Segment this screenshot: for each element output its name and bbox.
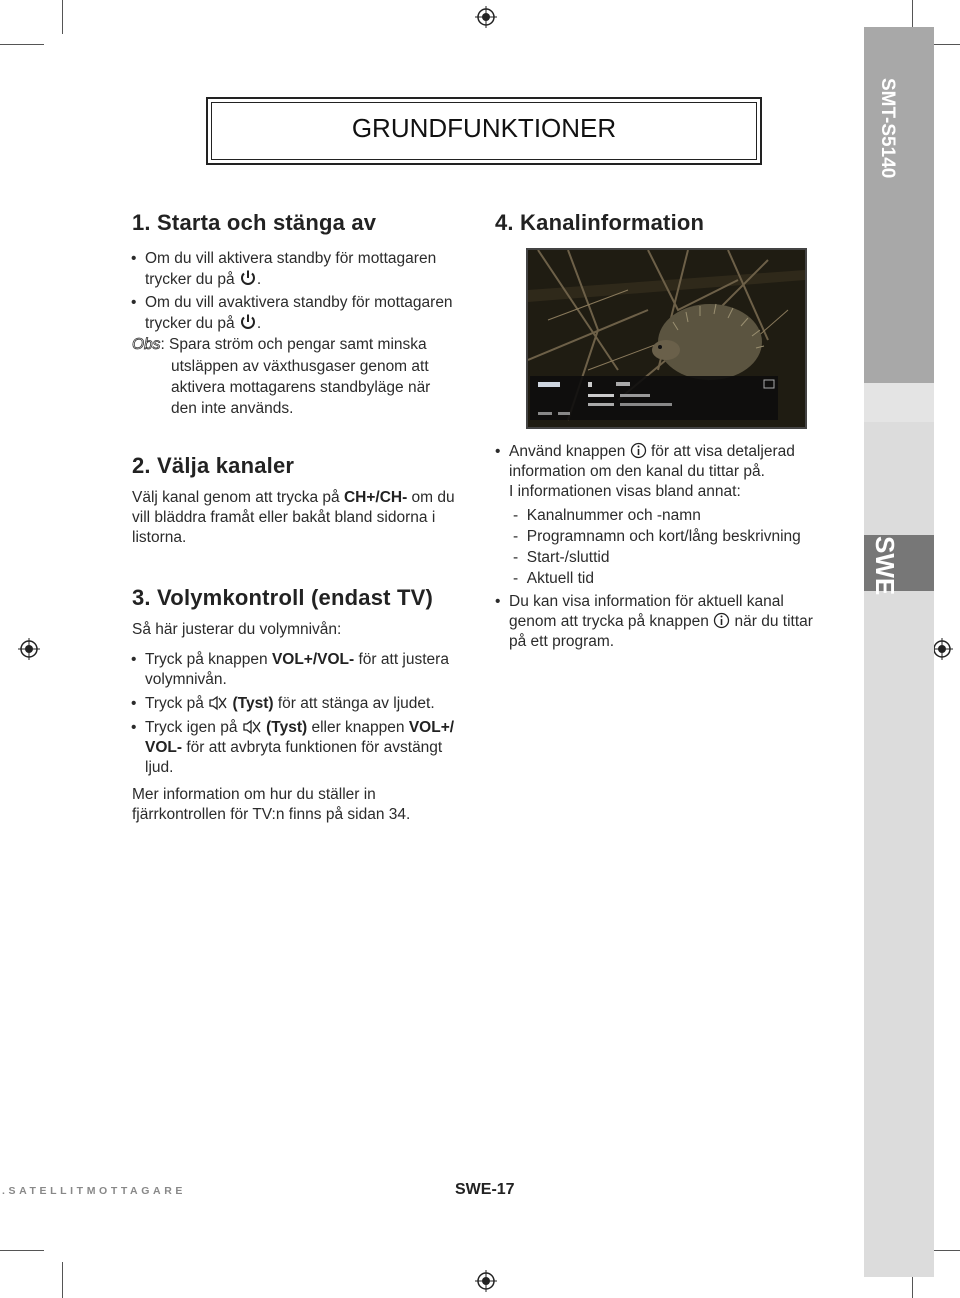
registration-mark-icon bbox=[18, 638, 40, 660]
section-heading: 4. Kanalinformation bbox=[495, 210, 705, 235]
page-number: SWE-17 bbox=[455, 1181, 515, 1198]
title-box bbox=[206, 97, 762, 165]
paragraph: Mer information om hur du ställer in fjärrkontrollen för TV:n finns på sidan 34. bbox=[132, 786, 411, 823]
note: Obs: Spara ström och pengar samt minska bbox=[132, 336, 427, 353]
list-item: - Programnamn och kort/lång beskrivning bbox=[513, 528, 801, 545]
power-icon bbox=[239, 313, 257, 331]
page-title: GRUNDFUNKTIONER bbox=[351, 113, 617, 143]
crop-mark bbox=[62, 1262, 63, 1298]
side-model-box bbox=[864, 27, 934, 383]
paragraph: Välj kanal genom att trycka på CH+/CH- om du vill bläddra framåt eller bakåt bland sidorna i listorna. bbox=[132, 489, 455, 546]
list-item: - Kanalnummer och -namn bbox=[513, 507, 701, 524]
registration-mark-icon bbox=[931, 638, 953, 660]
footer-brand: .SATELLITMOTTAGARE bbox=[2, 1185, 186, 1197]
list-item: - Start-/sluttid bbox=[513, 549, 610, 566]
info-icon bbox=[713, 612, 730, 629]
channel-info-screenshot bbox=[528, 250, 805, 427]
paragraph: Så här justerar du volymnivån: bbox=[132, 621, 342, 638]
power-icon bbox=[239, 269, 257, 287]
section-heading: 3. Volymkontroll (endast TV) bbox=[132, 585, 434, 610]
list-item: • Tryck på (Tyst) för att stänga av ljudet. bbox=[131, 695, 435, 712]
section-heading: 1. Starta och stänga av bbox=[132, 210, 377, 235]
crop-mark bbox=[0, 44, 44, 45]
registration-mark-icon bbox=[475, 6, 497, 28]
note-label: Obs bbox=[132, 336, 161, 353]
language-label: SWE bbox=[870, 536, 900, 596]
info-icon bbox=[630, 442, 647, 459]
mute-icon bbox=[242, 719, 262, 735]
mute-icon bbox=[208, 695, 228, 711]
list-item: • Tryck igen på (Tyst) eller knappen VOL+/ VOL- för att avbryta funktionen för avstängt ljud. bbox=[131, 719, 455, 776]
registration-mark-icon bbox=[475, 1270, 497, 1292]
list-item: • Om du vill avaktivera standby för mottagaren trycker du på . bbox=[131, 294, 453, 332]
model-label: SMT-S5140 bbox=[877, 78, 898, 179]
list-item: • Tryck på knappen VOL+/VOL- för att justera volymnivån. bbox=[131, 651, 449, 688]
list-item: • Om du vill aktivera standby för mottagaren trycker du på . bbox=[131, 250, 437, 288]
note-text: utsläppen av växthusgaser genom att aktivera mottagarens standbyläge när den inte används. bbox=[171, 358, 431, 417]
section-heading: 2. Välja kanaler bbox=[132, 453, 295, 478]
list-item: • Du kan visa information för aktuell kanal genom att trycka på knappen när du tittar på ett program. bbox=[495, 593, 813, 650]
list-item: • Använd knappen för att visa detaljerad information om den kanal du tittar på. I informationen visas bland annat: bbox=[495, 443, 795, 500]
list-item: - Aktuell tid bbox=[513, 570, 594, 587]
crop-mark bbox=[0, 1250, 44, 1251]
crop-mark bbox=[62, 0, 63, 34]
tv-screenshot bbox=[526, 248, 807, 429]
